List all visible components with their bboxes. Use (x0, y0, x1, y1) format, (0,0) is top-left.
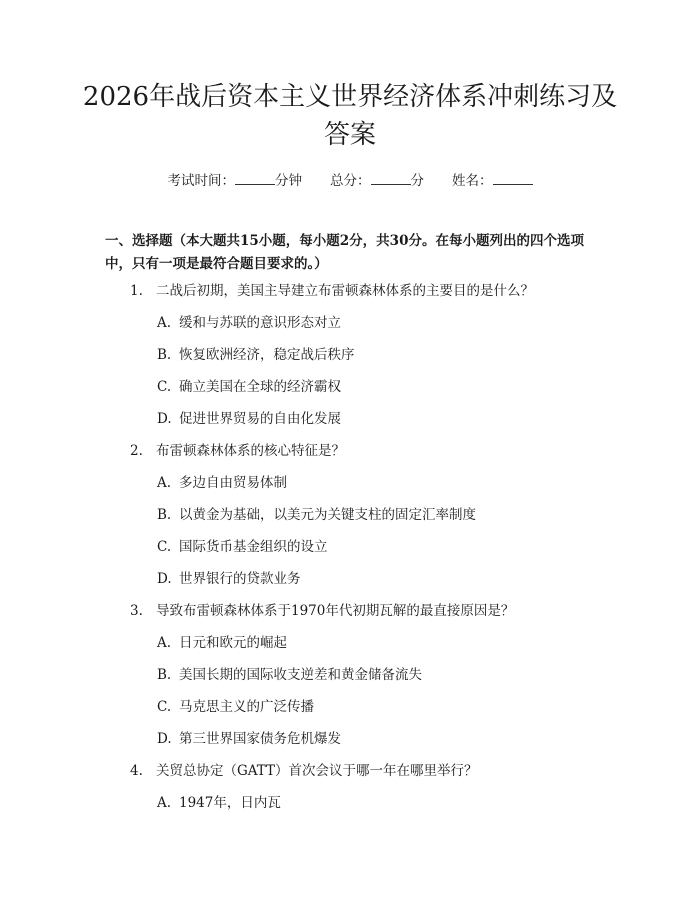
name-blank (493, 170, 533, 185)
question-4 (130, 762, 478, 780)
question-text: 导致布雷顿森林体系于1970年代初期瓦解的最直接原因是？ (156, 603, 515, 619)
option-3d (157, 730, 341, 748)
option-letter: D. (157, 731, 172, 747)
option-letter: A. (157, 635, 172, 651)
question-number: 1. (130, 283, 143, 299)
option-2a (157, 474, 287, 492)
option-2c (157, 538, 328, 556)
question-3 (130, 602, 514, 620)
option-letter: A. (157, 475, 172, 491)
option-text: 1947年，日内瓦 (179, 795, 281, 811)
option-text: 马克思主义的广泛传播 (179, 699, 314, 715)
question-number: 3. (130, 603, 143, 619)
option-letter: C. (157, 699, 172, 715)
document-title: 2026年战后资本主义世界经济体系冲刺练习及答案 (82, 82, 618, 150)
option-2b (157, 506, 476, 524)
option-text: 促进世界贸易的自由化发展 (179, 411, 341, 427)
exam-time-label: 考试时间： (167, 173, 235, 189)
option-text: 美国长期的国际收支逆差和黄金储备流失 (179, 667, 422, 683)
option-text: 国际货币基金组织的设立 (179, 539, 328, 555)
option-letter: C. (157, 539, 172, 555)
name-label: 姓名： (452, 173, 493, 189)
option-text: 确立美国在全球的经济霸权 (179, 379, 341, 395)
question-number: 2. (130, 443, 143, 459)
total-score-field (330, 173, 424, 189)
question-text: 二战后初期，美国主导建立布雷顿森林体系的主要目的是什么？ (156, 283, 534, 299)
section-heading-choice: 一、选择题（本大题共15小题，每小题2分，共30分。在每小题列出的四个选项中，只有一项是最符合题目要求的。） (105, 233, 584, 272)
total-score-label: 总分： (330, 173, 371, 189)
option-letter: A. (157, 315, 172, 331)
option-1c (157, 378, 341, 396)
option-text: 多边自由贸易体制 (179, 475, 287, 491)
question-2 (130, 442, 345, 460)
option-text: 缓和与苏联的意识形态对立 (179, 315, 341, 331)
question-text: 关贸总协定（GATT）首次会议于哪一年在哪里举行？ (156, 763, 478, 779)
option-2d (157, 570, 301, 588)
exam-time-field (168, 173, 303, 189)
option-text: 恢复欧洲经济，稳定战后秩序 (179, 347, 355, 363)
question-text: 布雷顿森林体系的核心特征是？ (156, 443, 345, 459)
exam-info-line (0, 170, 700, 190)
option-1b (157, 346, 355, 364)
option-3b (157, 666, 422, 684)
option-1d (157, 410, 341, 428)
option-4a (157, 794, 281, 812)
option-text: 第三世界国家债务危机爆发 (179, 731, 341, 747)
option-text: 日元和欧元的崛起 (179, 635, 287, 651)
option-text: 以黄金为基础，以美元为关键支柱的固定汇率制度 (179, 507, 476, 523)
question-number: 4. (130, 763, 143, 779)
option-1a (157, 314, 341, 332)
question-1 (130, 282, 534, 300)
option-letter: B. (157, 667, 172, 683)
option-letter: B. (157, 507, 172, 523)
option-letter: D. (157, 571, 172, 587)
option-letter: B. (157, 347, 172, 363)
name-field (452, 173, 533, 189)
total-score-blank (371, 170, 411, 185)
option-letter: A. (157, 795, 172, 811)
total-score-unit: 分 (410, 173, 424, 189)
option-3c (157, 698, 314, 716)
exam-time-unit: 分钟 (275, 173, 302, 189)
option-3a (157, 634, 287, 652)
exam-time-blank (235, 170, 275, 185)
option-letter: C. (157, 379, 172, 395)
option-text: 世界银行的贷款业务 (179, 571, 301, 587)
option-letter: D. (157, 411, 172, 427)
